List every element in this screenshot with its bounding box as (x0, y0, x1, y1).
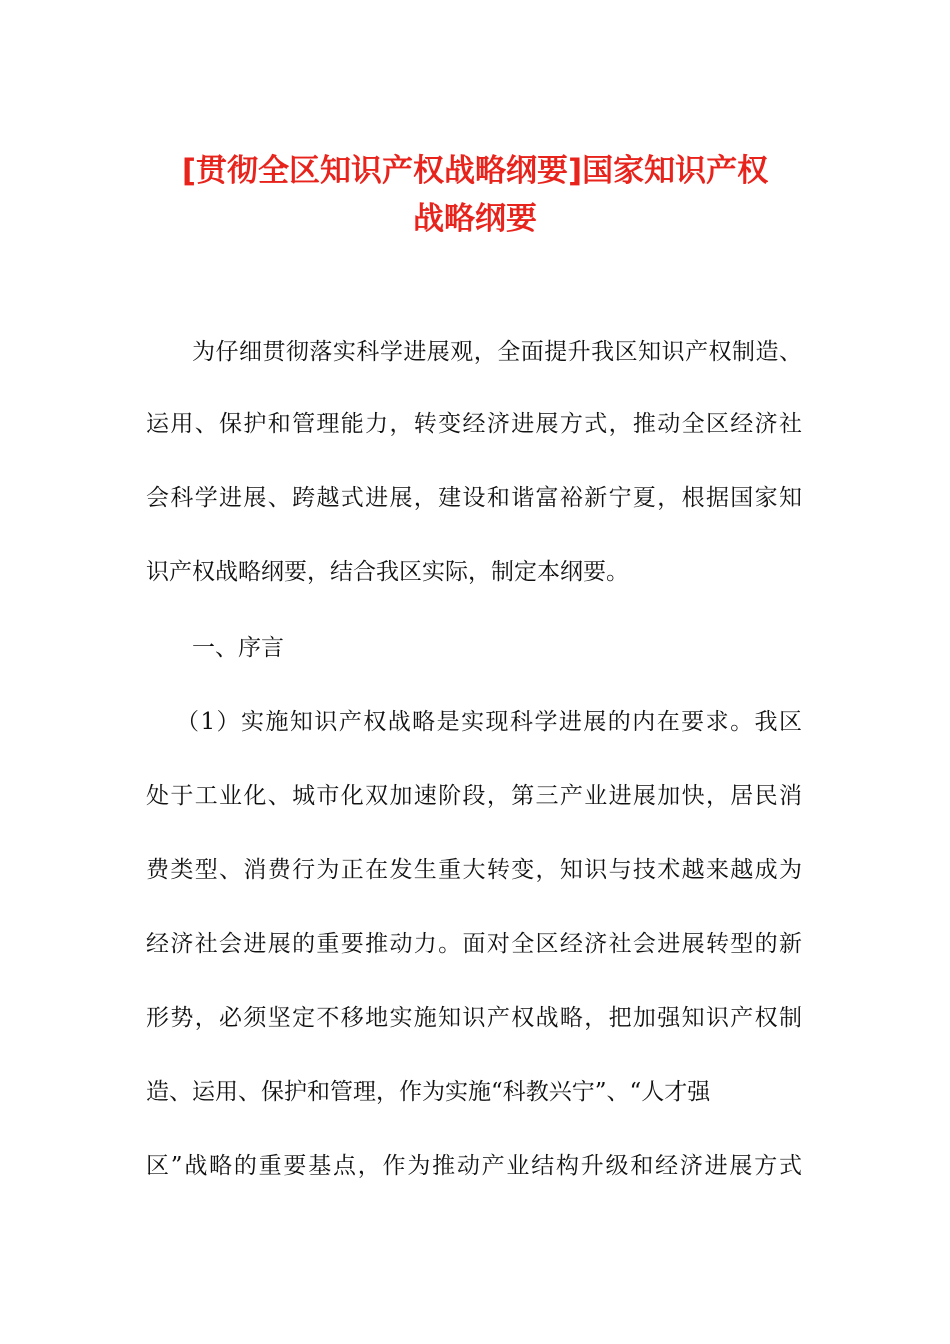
document-title-line-2: 战略纲要 (413, 201, 537, 237)
paragraph-2-line-4: 经济社会进展的重要推动力。面对全区经济社会进展转型的新 (146, 931, 802, 957)
section-heading: 一、序言 (192, 635, 284, 661)
paragraph-1-line-3: 会科学进展、跨越式进展，建设和谐富裕新宁夏，根据国家知 (146, 485, 802, 511)
paragraph-1-line-4: 识产权战略纲要，结合我区实际，制定本纲要。 (146, 559, 629, 585)
document-title-line-1: [贯彻全区知识产权战略纲要]国家知识产权 (181, 153, 769, 189)
paragraph-1-line-2: 运用、保护和管理能力，转变经济进展方式，推动全区经济社 (146, 411, 802, 437)
paragraph-1-line-1: 为仔细贯彻落实科学进展观，全面提升我区知识产权制造、 (192, 339, 802, 365)
paragraph-2-line-3: 费类型、消费行为正在发生重大转变，知识与技术越来越成为 (146, 857, 802, 883)
paragraph-2-line-5: 形势，必须坚定不移地实施知识产权战略，把加强知识产权制 (146, 1005, 802, 1031)
paragraph-2-line-1: （1）实施知识产权战略是实现科学进展的内在要求。我区 (176, 709, 802, 735)
paragraph-2-line-2: 处于工业化、城市化双加速阶段，第三产业进展加快，居民消 (146, 783, 802, 809)
paragraph-2-line-7: 区”战略的重要基点，作为推动产业结构升级和经济进展方式 (146, 1153, 802, 1179)
paragraph-2-line-6: 造、运用、保护和管理，作为实施“科教兴宁”、“人才强 (146, 1079, 711, 1105)
